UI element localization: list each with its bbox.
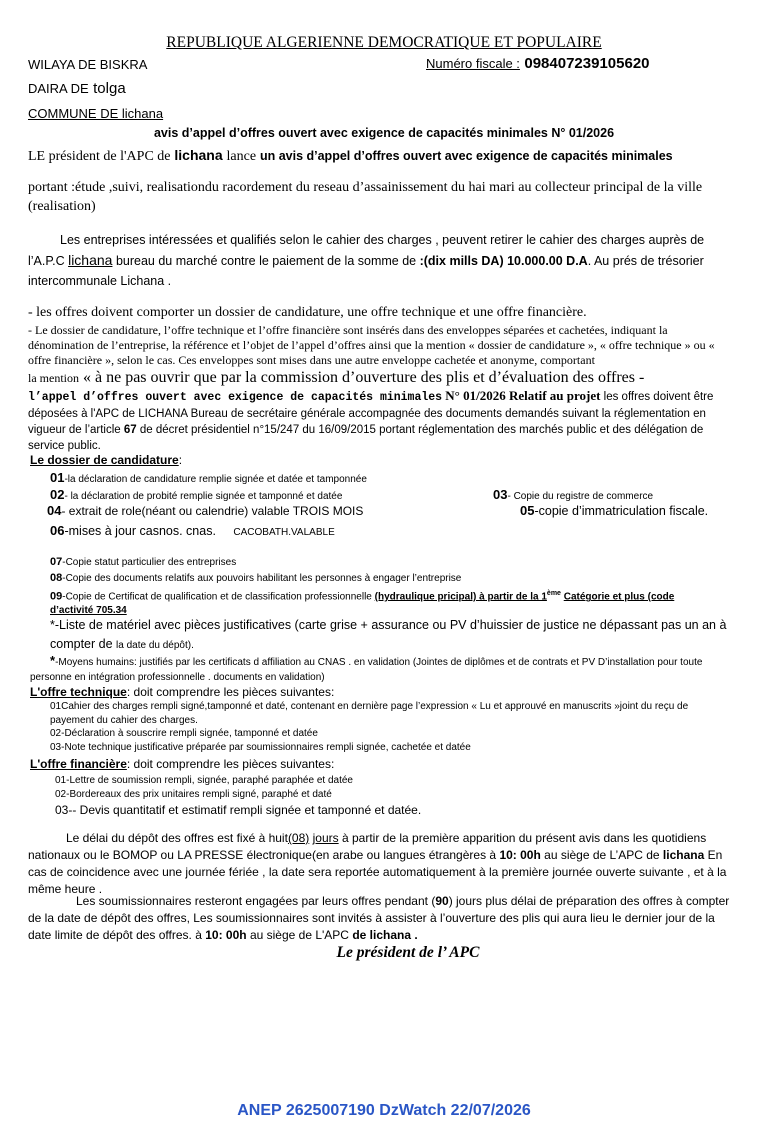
delai-days-word: jours: [312, 831, 339, 845]
fiscal-number-line: [426, 55, 650, 73]
decree-text: de décret présidentiel n°15/247 du 16/09/2015 portant réglementation des marchés public et des délégation de service public.: [28, 424, 704, 452]
delai-text-1: Le délai du dépôt des offres est fixé à huit: [66, 831, 288, 845]
item-text: -Copie de Certificat de qualification et de classification professionnelle: [62, 591, 372, 603]
withdrawal-text-2: bureau du marché contre le paiement de la somme de: [115, 254, 417, 268]
rules-line-4: [28, 388, 734, 454]
mention-label: la mention: [28, 371, 79, 385]
delai-commune: lichana: [662, 848, 705, 862]
item-text: -la déclaration de candidature remplie signée et datée et tamponnée: [64, 474, 367, 485]
engagement-days: 90: [435, 894, 449, 908]
delai-text-3: au siège de L’APC de: [544, 848, 660, 862]
commune-label: COMMUNE DE lichana: [28, 106, 164, 121]
technique-heading-text: L'offre technique: [30, 685, 127, 699]
candidature-item-04: [47, 503, 363, 518]
activity-code: Catégorie et plus (code d’activité 705.34: [50, 591, 675, 617]
intro-middle: lance: [226, 149, 257, 164]
candidature-item-01: [50, 470, 367, 485]
withdrawal-text-1: Les entreprises intéressées et qualifiés selon le cahier des charges , peuvent retirer le cahier des charges auprès de l’A.P.C: [28, 233, 705, 268]
withdrawal-text-3: . Au prés de trésorier intercommunale Lichana .: [28, 254, 704, 288]
article-number: 67: [123, 424, 137, 436]
candidature-item-02: [50, 487, 342, 502]
technique-item-02: 02-Déclaration à souscrire rempli signée, tamponné et datée: [50, 728, 318, 739]
notice-title: avis d’appel d’offres ouvert avec exigence de capacités minimales N° 01/2026: [153, 126, 615, 140]
candidature-item-09: [50, 587, 720, 618]
engagement-text-3: au siège de L'APC: [249, 928, 349, 942]
financiere-heading-text: L'offre financière: [30, 757, 127, 771]
item-number: 09: [50, 590, 63, 603]
item-number: 03: [493, 487, 508, 502]
deposit-text: les offres doivent être déposées à l'APC de LICHANA Bureau de secrétaire générale accompagnée des documents demandés suivant la réglementation en vigueur de l’article: [28, 391, 714, 436]
daira-prefix: DAIRA DE: [28, 81, 89, 96]
financiere-item-03: 03-- Devis quantitatif et estimatif rempli signée et tamponné et datée.: [55, 803, 422, 817]
delai-time: 10: 00h: [499, 848, 541, 862]
daira-name: tolga: [93, 80, 126, 97]
candidature-item-06: [50, 523, 335, 538]
mention-text: « à ne pas ouvrir que par la commission d’ouverture des plis et d’évaluation des offres -: [83, 369, 645, 386]
withdrawal-commune: lichana: [68, 252, 113, 268]
item-number: 08: [50, 572, 63, 584]
item-text: -Copie des documents relatifs aux pouvoirs habilitant les personnes à engager l’entreprise: [62, 573, 462, 584]
technique-item-01: 01Cahier des charges rempli signé,tamponné et daté, contenant en dernière page l’expression « Lu et approuvé en manuscrits »joint du reçu de payement du cahier des charges.: [50, 701, 689, 726]
candidature-item-07: [50, 556, 236, 568]
item-number: 01: [50, 470, 65, 485]
item-text: - Copie du registre de commerce: [507, 491, 654, 502]
republic-heading: REPUBLIQUE ALGERIENNE DEMOCRATIQUE ET POPULAIRE: [166, 34, 602, 51]
technique-heading-suffix: : doit comprendre les pièces suivantes:: [126, 685, 335, 699]
mention-mono: l’appel d’offres ouvert avec exigence de capacités minimales: [28, 391, 443, 404]
materiel-end: la date du dépôt).: [116, 640, 194, 651]
engagement-text-1: Les soumissionnaires resteront engagées par leurs offres pendant (: [76, 894, 436, 908]
project-object: portant :étude ,suivi, realisationdu racordement du reseau d’assainissement du hai mari au collecteur principal de la ville (realisation): [28, 180, 703, 214]
item-number: 05: [520, 503, 535, 518]
moyens-text: -Moyens humains: justifiés par les certificats d affiliation au CNAS . en validation (Jointes de diplômes et de contrats et PV D’installation pour toute personne en intégration professionnelle . documents en validation): [30, 657, 703, 683]
rules-line-3: [28, 369, 644, 387]
engagement-commune: de lichana: [352, 928, 411, 942]
engagement-text-2: ) jours plus délai de préparation des offres à compter de la date de dépôt des offres, Les soumissionnaires sont invités à assister à l’ouverture des plis qui aura lieu le dernier jour de la date limite de dépôt des offres. à: [28, 894, 730, 942]
delai-text-2: à partir de la première apparition du présent avis dans les quotidiens nationaux ou le BOMOP ou LA PRESSE électronique(en arabe ou langues étrangères à: [28, 831, 707, 862]
candidature-item-05: [520, 503, 708, 518]
materiel-requirement: [50, 616, 740, 655]
item-text: -mises à jour casnos. cnas.: [64, 524, 216, 538]
technique-item-03: 03-Note technique justificative préparée par soumissionnaires rempli signée, cachetée et datée: [50, 742, 471, 753]
moyens-star: *: [50, 653, 56, 668]
candidature-item-08: [50, 572, 461, 584]
footer-reference: ANEP 2625007190 DzWatch 22/07/2026: [237, 1102, 531, 1119]
candidature-heading-text: Le dossier de candidature: [30, 453, 179, 467]
moyens-humains: [30, 653, 734, 685]
intro-line: [28, 147, 673, 165]
materiel-text: *-Liste de matériel avec pièces justificatives (carte grise + assurance ou PV d’huissier de justice ne dépassant pas un an à compter de: [50, 618, 727, 651]
item-number: 02: [50, 487, 65, 502]
item-number: 07: [50, 556, 63, 568]
technique-heading: [30, 685, 334, 699]
daira-label: [28, 80, 126, 98]
fiscal-label: Numéro fiscale :: [426, 56, 520, 71]
financiere-item-02: 02-Bordereaux des prix unitaires rempli signé, paraphé et daté: [55, 789, 332, 800]
item-text: - la déclaration de probité remplie signée et tamponné et datée: [64, 491, 343, 502]
fiscal-number: 098407239105620: [524, 55, 650, 72]
item-extra: CACOBATH.VALABLE: [233, 527, 335, 538]
engagement-time: 10: 00h: [205, 928, 247, 942]
item-number: 06: [50, 523, 65, 538]
ordinal-suffix: ème: [546, 590, 561, 597]
delai-days: (08): [287, 831, 310, 845]
wilaya-label: WILAYA DE BISKRA: [28, 57, 148, 72]
item-text: - extrait de role(néant ou calendrie) valable TROIS MOIS: [61, 504, 364, 518]
mention-reference: N° 01/2026 Relatif au projet: [445, 388, 601, 403]
rules-line-1: - les offres doivent comporter un dossier de candidature, une offre technique et une offre financière.: [28, 305, 587, 320]
withdrawal-amount: :(dix mills DA) 10.000.00 D.A: [419, 254, 588, 268]
intro-prefix: LE président de l'APC de: [28, 149, 171, 164]
candidature-heading: [30, 453, 182, 467]
item-text: -Copie statut particulier des entreprises: [62, 557, 237, 568]
engagement-paragraph: [28, 893, 734, 944]
item-number: 04: [47, 503, 62, 518]
item-text: -copie d’immatriculation fiscale.: [534, 504, 709, 518]
candidature-item-03: [493, 487, 653, 502]
delai-paragraph: [28, 830, 734, 898]
qualification-category: (hydraulique pricipal) à partir de la 1: [374, 591, 547, 603]
financiere-heading: [30, 757, 334, 771]
delai-text-4: En cas de coincidence avec une journée fériée , la date sera reportée automatiquement à la première journée ouverte suivante , et à la même heure .: [28, 848, 727, 896]
signature: Le président de l’ APC: [336, 944, 480, 961]
intro-commune: lichana: [174, 147, 223, 163]
financiere-heading-suffix: : doit comprendre les pièces suivantes:: [126, 757, 335, 771]
intro-notice: un avis d’appel d’offres ouvert avec exigence de capacités minimales: [259, 149, 673, 163]
candidature-heading-suffix: :: [178, 453, 183, 467]
engagement-text-4: .: [414, 928, 418, 942]
rules-line-2: - Le dossier de candidature, l’offre technique et l’offre financière sont insérés dans des enveloppes séparées et cachetées, indiquant la dénomination de l’entreprise, la référence et l’objet de l’appel d’offres ainsi que la mention « dossier de candidature », « offre technique » ou « offre financière », selon le cas. Ces enveloppes sont mises dans une autre enveloppe cachetée et anonyme, comportant: [28, 323, 715, 367]
withdrawal-paragraph: [28, 230, 734, 291]
financiere-item-01: 01-Lettre de soumission rempli, signée, paraphé paraphée et datée: [55, 775, 353, 786]
